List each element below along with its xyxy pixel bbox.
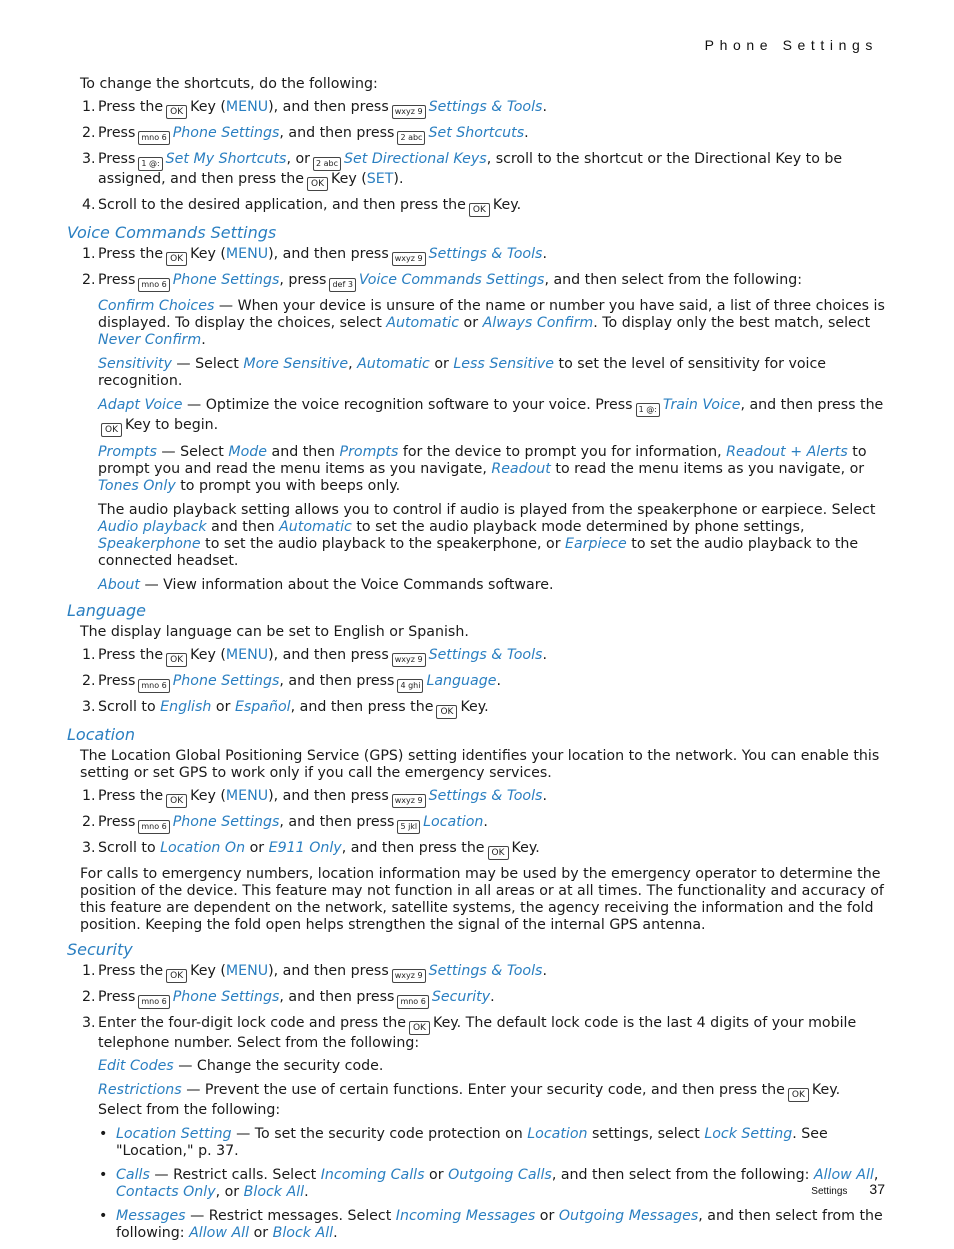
page-footer bbox=[811, 1181, 885, 1200]
step-number: 4. bbox=[82, 197, 96, 213]
key-9-icon: wxyz 9 bbox=[392, 969, 426, 983]
about-link[interactable]: About bbox=[98, 577, 140, 593]
location-link[interactable]: Location bbox=[423, 814, 484, 830]
audio-playback-link[interactable]: Audio playback bbox=[98, 519, 207, 535]
set-softkey-label: SET bbox=[366, 171, 394, 187]
language-link[interactable]: Language bbox=[426, 673, 497, 689]
location-step-1: 1. Press the OK Key (MENU), and then press wxyz 9 Settings & Tools. bbox=[82, 788, 547, 806]
key-6-icon: mno 6 bbox=[138, 820, 169, 834]
key-6-icon: mno 6 bbox=[138, 278, 169, 292]
step-number: 3. bbox=[82, 699, 96, 715]
location-heading: Location bbox=[67, 725, 135, 744]
key-1-icon: 1 @: bbox=[138, 157, 162, 171]
incoming-messages-link[interactable]: Incoming Messages bbox=[395, 1208, 536, 1224]
page-content bbox=[66, 76, 886, 1249]
shortcuts-step-4: 4. Scroll to the desired application, and then press the OK Key. bbox=[82, 197, 522, 215]
automatic-link[interactable]: Automatic bbox=[357, 356, 430, 372]
key-6-icon: mno 6 bbox=[138, 679, 169, 693]
shortcuts-step-2: 2. Press mno 6 Phone Settings, and then press 2 abc Set Shortcuts. bbox=[66, 125, 886, 145]
audio-playback-paragraph: The audio playback setting allows you to control if audio is played from the speakerphone or earpiece. Select Audio playback and then Automatic to set the audio playback mode determined by phone settings, Speakerphone to set the audio playback to the speakerphone, or Earpiece to set the audio playback to the connected headset. bbox=[98, 502, 876, 569]
location-step-2: 2. Press mno 6 Phone Settings, and then press 5 jkl Location. bbox=[66, 814, 886, 834]
bullet-icon: • bbox=[99, 1167, 108, 1183]
language-intro: The display language can be set to English or Spanish. bbox=[80, 624, 469, 640]
phone-settings-link[interactable]: Phone Settings bbox=[172, 989, 280, 1005]
settings-tools-link[interactable]: Settings & Tools bbox=[428, 647, 543, 663]
more-sensitive-link[interactable]: More Sensitive bbox=[243, 356, 349, 372]
voice-step-2: 2. Press mno 6 Phone Settings, press def 3 Voice Commands Settings, and then select from the following: bbox=[66, 272, 886, 292]
phone-settings-link[interactable]: Phone Settings bbox=[172, 814, 280, 830]
set-directional-keys-link[interactable]: Set Directional Keys bbox=[344, 151, 487, 167]
less-sensitive-link[interactable]: Less Sensitive bbox=[453, 356, 555, 372]
footer-section-name: Settings bbox=[811, 1186, 848, 1197]
key-9-icon: wxyz 9 bbox=[392, 653, 426, 667]
voice-step-1: 1. Press the OK Key (MENU), and then press wxyz 9 Settings & Tools. bbox=[82, 246, 547, 264]
settings-tools-link[interactable]: Settings & Tools bbox=[428, 99, 543, 115]
lock-setting-link[interactable]: Lock Setting bbox=[704, 1126, 793, 1142]
english-link[interactable]: English bbox=[160, 699, 212, 715]
mode-link[interactable]: Mode bbox=[228, 444, 268, 460]
security-heading: Security bbox=[67, 940, 133, 959]
key-9-icon: wxyz 9 bbox=[392, 105, 426, 119]
key-6-icon: mno 6 bbox=[397, 995, 428, 1009]
ok-key-icon: OK bbox=[166, 653, 187, 667]
ok-key-icon: OK bbox=[469, 203, 490, 217]
key-9-icon: wxyz 9 bbox=[392, 252, 426, 266]
voice-commands-settings-link[interactable]: Voice Commands Settings bbox=[358, 272, 545, 288]
menu-softkey-label: MENU bbox=[225, 99, 269, 115]
settings-tools-link[interactable]: Settings & Tools bbox=[428, 788, 543, 804]
ok-key-icon: OK bbox=[307, 177, 328, 191]
location-link[interactable]: Location bbox=[527, 1126, 588, 1142]
ok-key-icon: OK bbox=[166, 252, 187, 266]
automatic-link[interactable]: Automatic bbox=[386, 315, 460, 331]
prompts-link[interactable]: Prompts bbox=[98, 444, 157, 460]
step-number: 2. bbox=[82, 272, 96, 288]
outgoing-calls-link[interactable]: Outgoing Calls bbox=[448, 1167, 552, 1183]
edit-codes-link[interactable]: Edit Codes bbox=[98, 1058, 174, 1074]
step-number: 3. bbox=[82, 151, 96, 167]
outgoing-messages-link[interactable]: Outgoing Messages bbox=[558, 1208, 699, 1224]
messages-link[interactable]: Messages bbox=[116, 1208, 186, 1224]
step-number: 3. bbox=[82, 840, 96, 856]
ok-key-icon: OK bbox=[436, 705, 457, 719]
bullet-icon: • bbox=[99, 1126, 108, 1142]
key-5-icon: 5 jkl bbox=[397, 820, 420, 834]
running-header: Phone Settings bbox=[704, 37, 878, 53]
restriction-bullet-messages: • Messages — Restrict messages. Select Incoming Messages or Outgoing Messages, and then select from the following: Allow All or Block All. bbox=[99, 1208, 883, 1241]
prompts-option: Prompts — Select Mode and then Prompts for the device to prompt you for information, Readout + Alerts to prompt you and read the menu items as you navigate, Readout to read the menu items as you navigate, or Tones Only to prompt you with beeps only. bbox=[98, 444, 867, 494]
restriction-bullet-calls: • Calls — Restrict calls. Select Incoming Calls or Outgoing Calls, and then select from the following: Allow All, Contacts Only, or Block All. bbox=[99, 1167, 879, 1200]
shortcuts-step-3: 3. Press 1 @: Set My Shortcuts, or 2 abc Set Directional Keys, scroll to the shortcut or the Directional Key to be assigned, and then press the OK Key (SET). bbox=[82, 151, 843, 189]
phone-settings-link[interactable]: Phone Settings bbox=[172, 125, 280, 141]
never-confirm-link[interactable]: Never Confirm bbox=[98, 332, 202, 348]
sensitivity-option: Sensitivity — Select More Sensitive, Automatic or Less Sensitive to set the level of sensitivity for voice recognition. bbox=[98, 356, 827, 389]
block-all-link[interactable]: Block All bbox=[243, 1184, 305, 1200]
menu-softkey-label: MENU bbox=[225, 246, 269, 262]
key-6-icon: mno 6 bbox=[138, 131, 169, 145]
settings-tools-link[interactable]: Settings & Tools bbox=[428, 963, 543, 979]
language-step-1: 1. Press the OK Key (MENU), and then press wxyz 9 Settings & Tools. bbox=[82, 647, 547, 665]
menu-softkey-label: MENU bbox=[225, 647, 269, 663]
train-voice-link[interactable]: Train Voice bbox=[662, 397, 741, 413]
ok-key-icon: OK bbox=[409, 1021, 430, 1035]
menu-softkey-label: MENU bbox=[225, 788, 269, 804]
security-link[interactable]: Security bbox=[431, 989, 491, 1005]
language-step-3: 3. Scroll to English or Español, and then press the OK Key. bbox=[82, 699, 489, 717]
security-step-3: 3. Enter the four-digit lock code and press the OK Key. The default lock code is the last 4 digits of your mobile telephone number. Select from the following: bbox=[82, 1015, 857, 1051]
step-number: 1. bbox=[82, 788, 96, 804]
readout-alerts-link[interactable]: Readout + Alerts bbox=[726, 444, 848, 460]
key-1-icon: 1 @: bbox=[636, 403, 660, 417]
location-step-3: 3. Scroll to Location On or E911 Only, and then press the OK Key. bbox=[82, 840, 540, 858]
espanol-link[interactable]: Español bbox=[234, 699, 291, 715]
step-number: 2. bbox=[82, 814, 96, 830]
about-option: About — View information about the Voice Commands software. bbox=[98, 577, 554, 593]
ok-key-icon: OK bbox=[166, 794, 187, 808]
security-step-2: 2. Press mno 6 Phone Settings, and then press mno 6 Security. bbox=[66, 989, 886, 1009]
sensitivity-link[interactable]: Sensitivity bbox=[98, 356, 172, 372]
contacts-only-link[interactable]: Contacts Only bbox=[116, 1184, 216, 1200]
allow-all-link[interactable]: Allow All bbox=[813, 1167, 874, 1183]
readout-link[interactable]: Readout bbox=[491, 461, 551, 477]
key-9-icon: wxyz 9 bbox=[392, 794, 426, 808]
shortcuts-step-1: 1. Press the OK Key (MENU), and then press wxyz 9 Settings & Tools. bbox=[82, 99, 547, 117]
ok-key-icon: OK bbox=[101, 423, 122, 437]
speakerphone-link[interactable]: Speakerphone bbox=[98, 536, 201, 552]
bullet-icon: • bbox=[99, 1208, 108, 1224]
step-number: 1. bbox=[82, 963, 96, 979]
ok-key-icon: OK bbox=[488, 846, 509, 860]
set-my-shortcuts-link[interactable]: Set My Shortcuts bbox=[165, 151, 287, 167]
ok-key-icon: OK bbox=[166, 105, 187, 119]
tones-only-link[interactable]: Tones Only bbox=[98, 478, 176, 494]
location-setting-link[interactable]: Location Setting bbox=[116, 1126, 232, 1142]
location-intro: The Location Global Positioning Service (GPS) setting identifies your location to the network. You can enable this setting or set GPS to work only if you call the emergency services. bbox=[80, 748, 880, 781]
step-number: 1. bbox=[82, 246, 96, 262]
step-number: 2. bbox=[82, 673, 96, 689]
automatic-link[interactable]: Automatic bbox=[279, 519, 352, 535]
calls-link[interactable]: Calls bbox=[116, 1167, 150, 1183]
location-note: For calls to emergency numbers, location information may be used by the emergency operator to determine the position of the device. This feature may not function in all areas or at all times. The functionality and accuracy of this feature are dependent on the network, satellite systems, the agency receiving the information and the fold position. Keeping the fold open helps strengthen the signal of the internal GPS antenna. bbox=[80, 866, 884, 933]
block-all-link[interactable]: Block All bbox=[272, 1225, 334, 1241]
confirm-choices-link[interactable]: Confirm Choices bbox=[98, 298, 215, 314]
set-shortcuts-link[interactable]: Set Shortcuts bbox=[428, 125, 525, 141]
security-step-1: 1. Press the OK Key (MENU), and then press wxyz 9 Settings & Tools. bbox=[82, 963, 547, 981]
adapt-voice-link[interactable]: Adapt Voice bbox=[98, 397, 183, 413]
language-step-2: 2. Press mno 6 Phone Settings, and then press 4 ghi Language. bbox=[66, 673, 886, 693]
phone-settings-link[interactable]: Phone Settings bbox=[172, 272, 280, 288]
menu-softkey-label: MENU bbox=[225, 963, 269, 979]
restriction-bullet-location-setting: • Location Setting — To set the security code protection on Location settings, select Lock Setting. See "Location," p. 37. bbox=[99, 1126, 828, 1159]
step-number: 1. bbox=[82, 99, 96, 115]
key-4-icon: 4 ghi bbox=[397, 679, 423, 693]
voice-commands-heading: Voice Commands Settings bbox=[67, 223, 277, 242]
edit-codes-option: Edit Codes — Change the security code. bbox=[98, 1058, 384, 1074]
ok-key-icon: OK bbox=[166, 969, 187, 983]
adapt-voice-option: Adapt Voice — Optimize the voice recognition software to your voice. Press 1 @: Train Voice, and then press theOK Key to begin. bbox=[98, 397, 884, 435]
language-heading: Language bbox=[67, 601, 146, 620]
key-2-icon: 2 abc bbox=[313, 157, 341, 171]
location-on-link[interactable]: Location On bbox=[160, 840, 246, 856]
step-number: 1. bbox=[82, 647, 96, 663]
earpiece-link[interactable]: Earpiece bbox=[565, 536, 627, 552]
step-number: 2. bbox=[82, 125, 96, 141]
ok-key-icon: OK bbox=[788, 1088, 809, 1102]
phone-settings-link[interactable]: Phone Settings bbox=[172, 673, 280, 689]
key-6-icon: mno 6 bbox=[138, 995, 169, 1009]
incoming-calls-link[interactable]: Incoming Calls bbox=[320, 1167, 425, 1183]
prompts-mode-link[interactable]: Prompts bbox=[339, 444, 399, 460]
settings-tools-link[interactable]: Settings & Tools bbox=[428, 246, 543, 262]
step-number: 2. bbox=[82, 989, 96, 1005]
page-number: 37 bbox=[869, 1181, 885, 1197]
shortcuts-intro: To change the shortcuts, do the following: bbox=[80, 76, 378, 92]
step-number: 3. bbox=[82, 1015, 96, 1031]
restrictions-link[interactable]: Restrictions bbox=[98, 1082, 182, 1098]
key-2-icon: 2 abc bbox=[397, 131, 425, 145]
key-3-icon: def 3 bbox=[329, 278, 355, 292]
restrictions-option: Restrictions — Prevent the use of certain functions. Enter your security code, and then press the OK Key. Select from the following: bbox=[98, 1082, 841, 1118]
confirm-choices-option: Confirm Choices — When your device is unsure of the name or number you have said, a list of three choices is displayed. To display the choices, select Automatic or Always Confirm. To display only the best match, select Never Confirm. bbox=[98, 298, 885, 348]
allow-all-link[interactable]: Allow All bbox=[189, 1225, 250, 1241]
e911-only-link[interactable]: E911 Only bbox=[268, 840, 342, 856]
always-confirm-link[interactable]: Always Confirm bbox=[482, 315, 594, 331]
